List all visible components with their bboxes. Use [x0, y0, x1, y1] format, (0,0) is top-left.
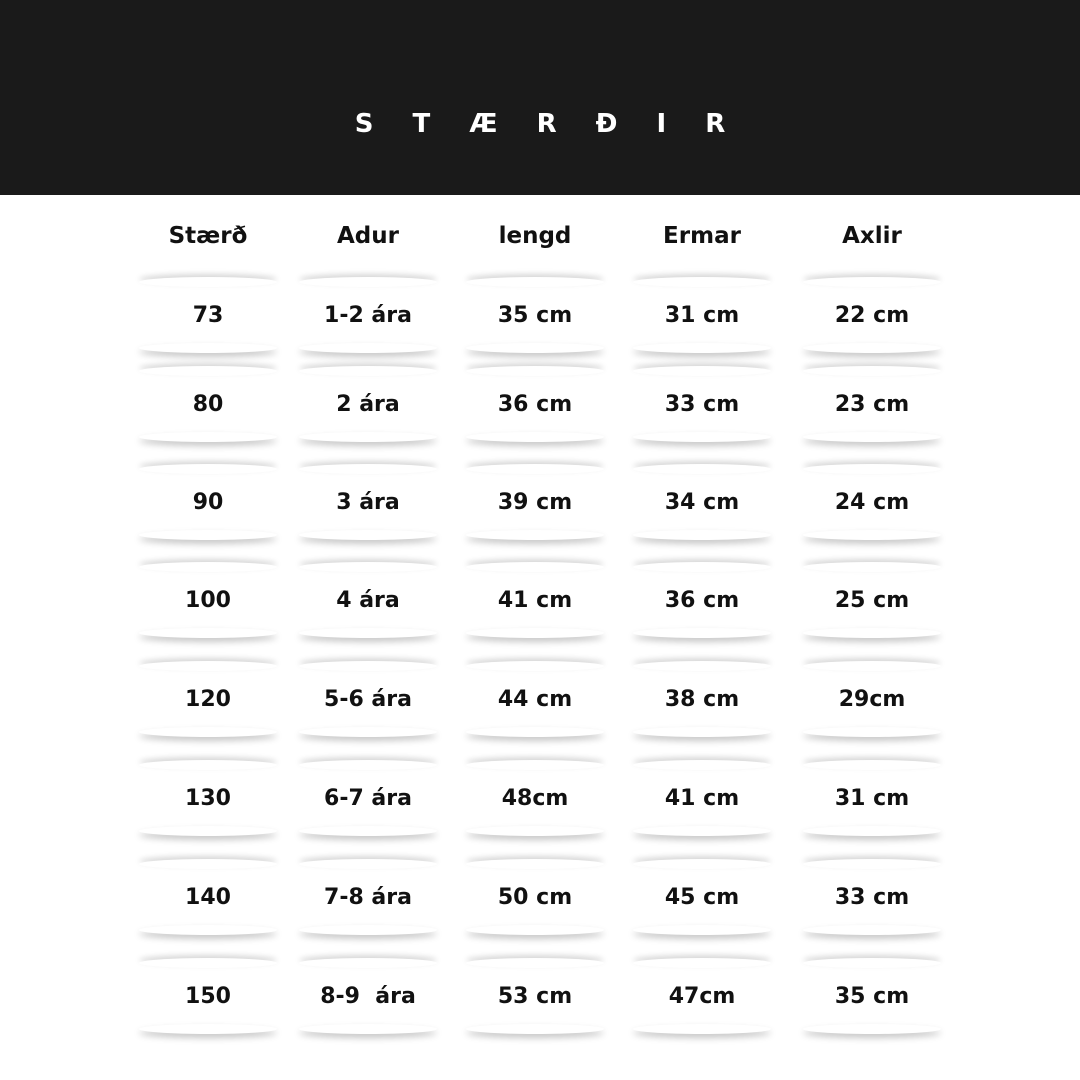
cell-value: 31 cm [834, 785, 910, 811]
table-cell-age [293, 566, 443, 634]
cell-value: 48cm [501, 785, 569, 811]
table-cell-shoulders [797, 863, 947, 931]
column-header-length: lengd [498, 223, 572, 249]
table-cell-age [293, 764, 443, 832]
cell-value: 35 cm [834, 983, 910, 1009]
cell-value: 36 cm [497, 391, 573, 417]
cell-value: 29cm [838, 686, 906, 712]
cell-value: 50 cm [497, 884, 573, 910]
table-cell-age [293, 665, 443, 733]
table-cell-age [293, 863, 443, 931]
cell-value: 5-6 ára [324, 686, 412, 712]
cell-value: 150 [185, 983, 231, 1009]
cell-value: 31 cm [664, 302, 740, 328]
cell-value: 3 ára [336, 489, 400, 515]
column-header-sleeves: Ermar [663, 223, 741, 249]
table-cell-length [460, 370, 610, 438]
cell-value: 140 [185, 884, 231, 910]
table-cell-sleeves [627, 764, 777, 832]
table-cell-length [460, 962, 610, 1030]
cell-value: 73 [192, 302, 224, 328]
cell-value: 45 cm [664, 884, 740, 910]
table-cell-length [460, 863, 610, 931]
column-header-age: Adur [337, 223, 399, 249]
table-cell-sleeves [627, 370, 777, 438]
table-cell-length [460, 764, 610, 832]
table-cell-shoulders [797, 468, 947, 536]
cell-value: 36 cm [664, 587, 740, 613]
table-cell-sleeves [627, 281, 777, 349]
cell-value: 4 ára [336, 587, 400, 613]
table-cell-size [133, 370, 283, 438]
cell-value: 7-8 ára [324, 884, 412, 910]
table-cell-age [293, 281, 443, 349]
cell-value: 38 cm [664, 686, 740, 712]
cell-value: 6-7 ára [324, 785, 412, 811]
cell-value: 41 cm [664, 785, 740, 811]
cell-value: 44 cm [497, 686, 573, 712]
table-cell-age [293, 962, 443, 1030]
table-cell-shoulders [797, 962, 947, 1030]
header-banner [0, 0, 1080, 195]
cell-value: 80 [192, 391, 224, 417]
table-cell-size [133, 468, 283, 536]
table-cell-sleeves [627, 566, 777, 634]
cell-value: 100 [185, 587, 231, 613]
table-cell-age [293, 370, 443, 438]
table-cell-shoulders [797, 566, 947, 634]
page-title: S T Æ R Ð I R [354, 109, 741, 139]
table-cell-size [133, 566, 283, 634]
table-cell-size [133, 281, 283, 349]
cell-value: 130 [185, 785, 231, 811]
table-cell-length [460, 281, 610, 349]
table-cell-shoulders [797, 764, 947, 832]
size-table [0, 195, 1080, 1080]
cell-value: 8-9 ára [320, 983, 416, 1009]
table-cell-size [133, 962, 283, 1030]
column-header-size: Stærð [168, 223, 248, 249]
cell-value: 2 ára [336, 391, 400, 417]
table-cell-length [460, 665, 610, 733]
table-cell-shoulders [797, 281, 947, 349]
cell-value: 90 [192, 489, 224, 515]
cell-value: 41 cm [497, 587, 573, 613]
table-cell-age [293, 468, 443, 536]
table-cell-sleeves [627, 665, 777, 733]
cell-value: 24 cm [834, 489, 910, 515]
cell-value: 33 cm [834, 884, 910, 910]
table-cell-sleeves [627, 863, 777, 931]
cell-value: 23 cm [834, 391, 910, 417]
table-cell-size [133, 764, 283, 832]
table-cell-size [133, 665, 283, 733]
cell-value: 34 cm [664, 489, 740, 515]
cell-value: 1-2 ára [324, 302, 412, 328]
table-cell-shoulders [797, 370, 947, 438]
column-header-shoulders: Axlir [842, 223, 902, 249]
cell-value: 35 cm [497, 302, 573, 328]
table-cell-length [460, 566, 610, 634]
cell-value: 25 cm [834, 587, 910, 613]
cell-value: 33 cm [664, 391, 740, 417]
table-cell-size [133, 863, 283, 931]
cell-value: 39 cm [497, 489, 573, 515]
cell-value: 22 cm [834, 302, 910, 328]
table-cell-sleeves [627, 962, 777, 1030]
cell-value: 120 [185, 686, 231, 712]
cell-value: 47cm [668, 983, 736, 1009]
table-cell-length [460, 468, 610, 536]
table-cell-shoulders [797, 665, 947, 733]
table-cell-sleeves [627, 468, 777, 536]
cell-value: 53 cm [497, 983, 573, 1009]
